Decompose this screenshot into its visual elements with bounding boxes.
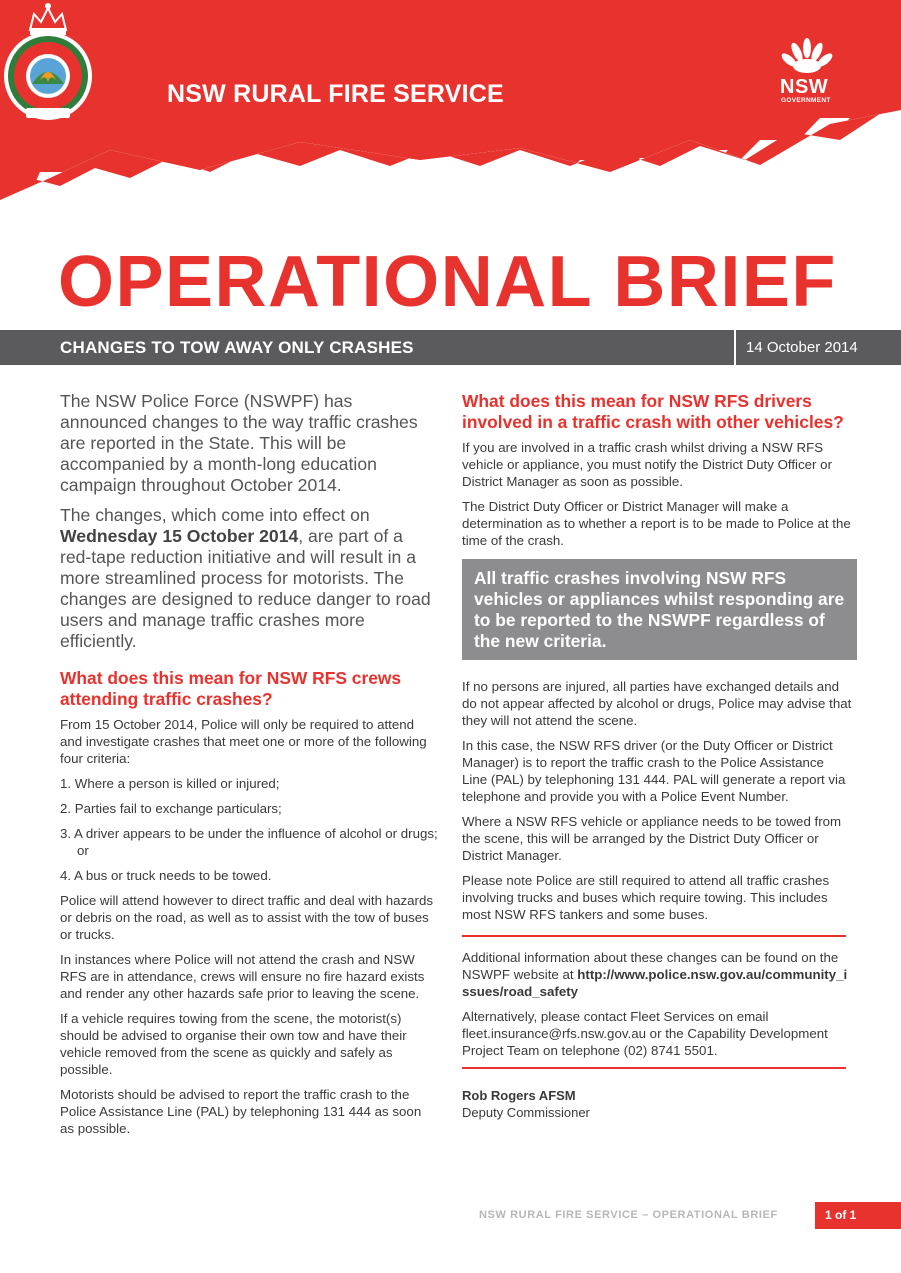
waratah-icon [772,36,842,76]
divider-rule [462,1067,846,1069]
contact-paragraph: Alternatively, please contact Fleet Services on email fleet.insurance@rfs.nsw.gov.au or the Capability Development Project Team on telephone (02) 8741 5501. [462,1009,828,1058]
nsw-government-logo [772,36,842,108]
body-paragraph: In instances where Police will not attend the crash and NSW RFS are in attendance, crews will ensure no fire hazard exists and render any other hazards safe prior to leaving the scene. [60,952,425,1001]
nsw-logo-subtext: GOVERNMENT [781,97,831,104]
criteria-item: 3. A driver appears to be under the influence of alcohol or drugs; or [60,826,438,858]
effective-date: Wednesday 15 October 2014 [60,526,299,546]
body-paragraph: Please note Police are still required to attend all traffic crashes involving trucks and buses which require towing. This includes most NSW RFS tankers and some buses. [462,873,830,922]
body-paragraph: If you are involved in a traffic crash whilst driving a NSW RFS vehicle or appliance, you must notify the District Duty Officer or District Manager as soon as possible. [462,440,833,489]
signoff-name: Rob Rogers AFSM [462,1088,576,1103]
criteria-intro: From 15 October 2014, Police will only be required to attend and investigate crashes that meet one or more of the following four criteria: [60,717,427,766]
subject-bar [0,330,901,365]
info-paragraph: Additional information about these changes can be found on the NSWPF website at http://www.police.nsw.gov.au/community_issues/road_safety [462,950,848,999]
footer-text: NSW RURAL FIRE SERVICE – OPERATIONAL BRIEF [479,1209,778,1221]
lead-paragraph-2: The changes, which come into effect on Wednesday 15 October 2014, are part of a red-tape reduction initiative and will result in a more streamlined process for motorists. The changes are designed to reduce danger to road users and manage traffic crashes more efficiently. [60,505,431,651]
nsw-logo-text: NSW [780,76,829,98]
criteria-item: 2. Parties fail to exchange particulars; [60,801,282,816]
subject-divider [734,330,736,365]
body-paragraph: Motorists should be advised to report the traffic crash to the Police Assistance Line (PAL) by telephoning 131 444 as soon as possible. [60,1087,422,1136]
criteria-item: 1. Where a person is killed or injured; [60,776,280,791]
left-column [60,391,438,1145]
body-paragraph: If a vehicle requires towing from the scene, the motorist(s) should be advised to organise their own tow and have their vehicle removed from the scene as quickly and safely as possible. [60,1011,407,1077]
page-title: OPERATIONAL BRIEF [58,242,837,322]
lead-paragraph-1: The NSW Police Force (NSWPF) has announced changes to the way traffic crashes are reported in the State. This will be accompanied by a month-long education campaign throughout October 2014. [60,391,418,495]
drivers-heading: What does this mean for NSW RFS drivers involved in a traffic crash with other vehicles? [462,391,844,432]
body-paragraph: If no persons are injured, all parties have exchanged details and do not appear affected by alcohol or drugs, Police may advise that they will not attend the scene. [462,679,852,728]
body-paragraph: Police will attend however to direct traffic and deal with hazards or debris on the road, as well as to assist with the tow of buses or trucks. [60,893,434,942]
crews-heading: What does this mean for NSW RFS crews attending traffic crashes? [60,668,402,709]
callout-box: All traffic crashes involving NSW RFS vehicles or appliances whilst responding are to be reported to the NSWPF regardless of the new criteria. [462,559,857,660]
header-banner [0,0,901,215]
divider-rule [462,935,846,937]
body-paragraph: In this case, the NSW RFS driver (or the Duty Officer or District Manager) is to report the traffic crash to the Police Assistance Line (PAL) by telephoning 131 444. PAL will generate a report via telephone and provide you with a Police Event Number. [462,738,846,804]
page-number-badge: 1 of 1 [815,1202,901,1229]
body-paragraph: The District Duty Officer or District Manager will make a determination as to whether a report is to be made to Police at the time of the crash. [462,499,851,548]
brief-date: 14 October 2014 [746,339,858,356]
rfs-crest-logo [0,0,96,124]
signoff-role: Deputy Commissioner [462,1105,590,1120]
criteria-item: 4. A bus or truck needs to be towed. [60,868,272,883]
right-column [462,391,852,1121]
nswpf-link[interactable]: http://www.police.nsw.gov.au/community_issues/road_safety [462,967,848,999]
org-name: NSW RURAL FIRE SERVICE [167,80,504,108]
body-paragraph: Where a NSW RFS vehicle or appliance needs to be towed from the scene, this will be arranged by the District Duty Officer or District Manager. [462,814,842,863]
brief-subject: CHANGES TO TOW AWAY ONLY CRASHES [60,338,414,357]
